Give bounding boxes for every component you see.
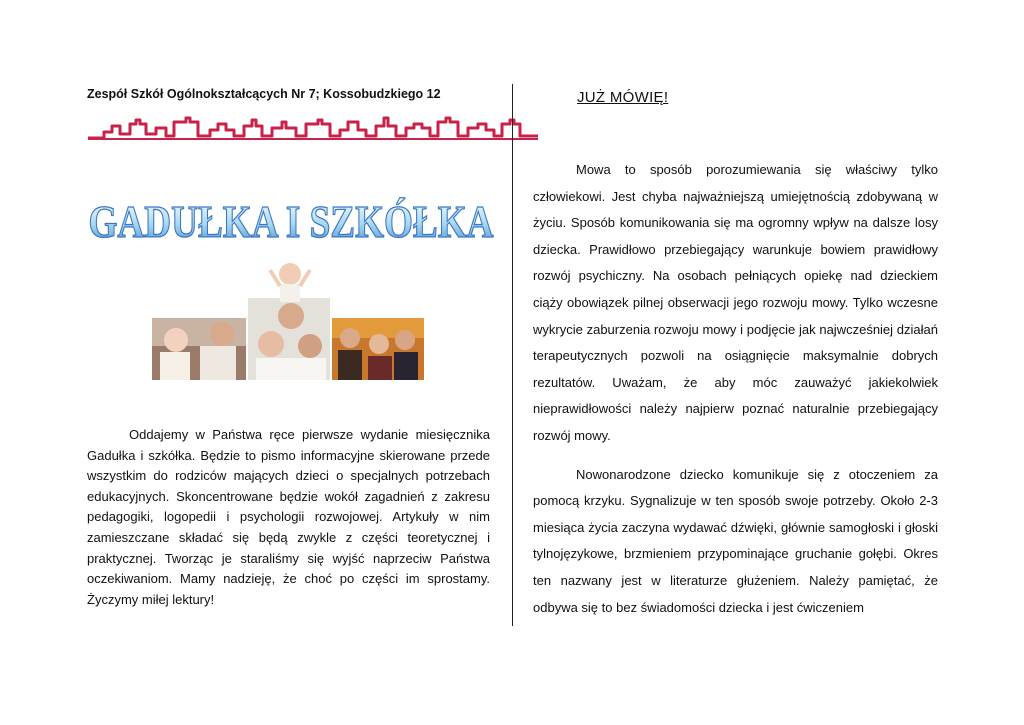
column-divider <box>512 84 513 626</box>
intro-text <box>87 425 490 610</box>
photo-center <box>248 263 330 380</box>
article-body <box>533 157 938 621</box>
article-paragraph-2: Nowonarodzone dziecko komunikuje się z otoczeniem za pomocą krzyku. Sygnalizuje w ten sposób swoje potrzeby. Około 2-3 miesiąca życia zaczyna wydawać dźwięki, głównie samogłoski i głoski tylnojęzykowe, brzmieniem przypominające gruchanie gołębi. Okres ten nazwany jest w literaturze głużeniem. Należy pamiętać, że odbywa się to bez świadomości dziecka i jest ćwiczeniem <box>533 466 938 615</box>
article-paragraph-1: Mowa to sposób porozumiewania się właściwy tylko człowiekowi. Jest chyba najważniejszą umiejętnością zdobywaną w życiu. Sposób komunikowania się ma ogromny wpływ na dalsze losy dziecka. Prawidłowo przebiegający warunkuje bowiem prawidłowy rozwój psychiczny. Na osobach pełniących opiekę nad dzieckiem ciąży obowiązek pilnej obserwacji jego rozwoju mowy. Tylko wczesne wykrycie zaburzenia rozwoju mowy i podjęcie jak najwcześniej działań terapeutycznych pozwoli na osiągnięcie maksymalnie dobrych rezultatów. Uważam, że aby móc zauważyć jakiekolwiek nieprawidłowości należy najpierw poznać naturalnie przebiegający rozwój mowy. <box>533 162 938 443</box>
article-headline: JUŻ MÓWIĘ! <box>577 89 669 106</box>
school-header: Zespół Szkół Ogólnokształcących Nr 7; Kossobudzkiego 12 <box>87 87 441 101</box>
intro-paragraph: Oddajemy w Państwa ręce pierwsze wydanie miesięcznika Gadułka i szkółka. Będzie to pismo informacyjne skierowane przede wszystkim do rodziców mających dzieci o specjalnych potrzebach edukacyjnych. Skoncentrowane będzie wokół zagadnień z zakresu pedagogiki, logopedii i psychologii rozwojowej. Artykuły w nim zamieszczane składać się będą zwykle z części teoretycznej i praktycznej. Tworząc je staraliśmy się wyjść naprzeciw Państwa oczekiwaniom. Mamy nadzieję, że choć po części im sprostamy. Życzymy miłej lektury! <box>87 427 490 607</box>
masthead-title-text: GADUŁKA I SZKÓŁKA <box>88 196 494 247</box>
photo-left <box>152 318 246 380</box>
photo-right <box>332 318 424 380</box>
